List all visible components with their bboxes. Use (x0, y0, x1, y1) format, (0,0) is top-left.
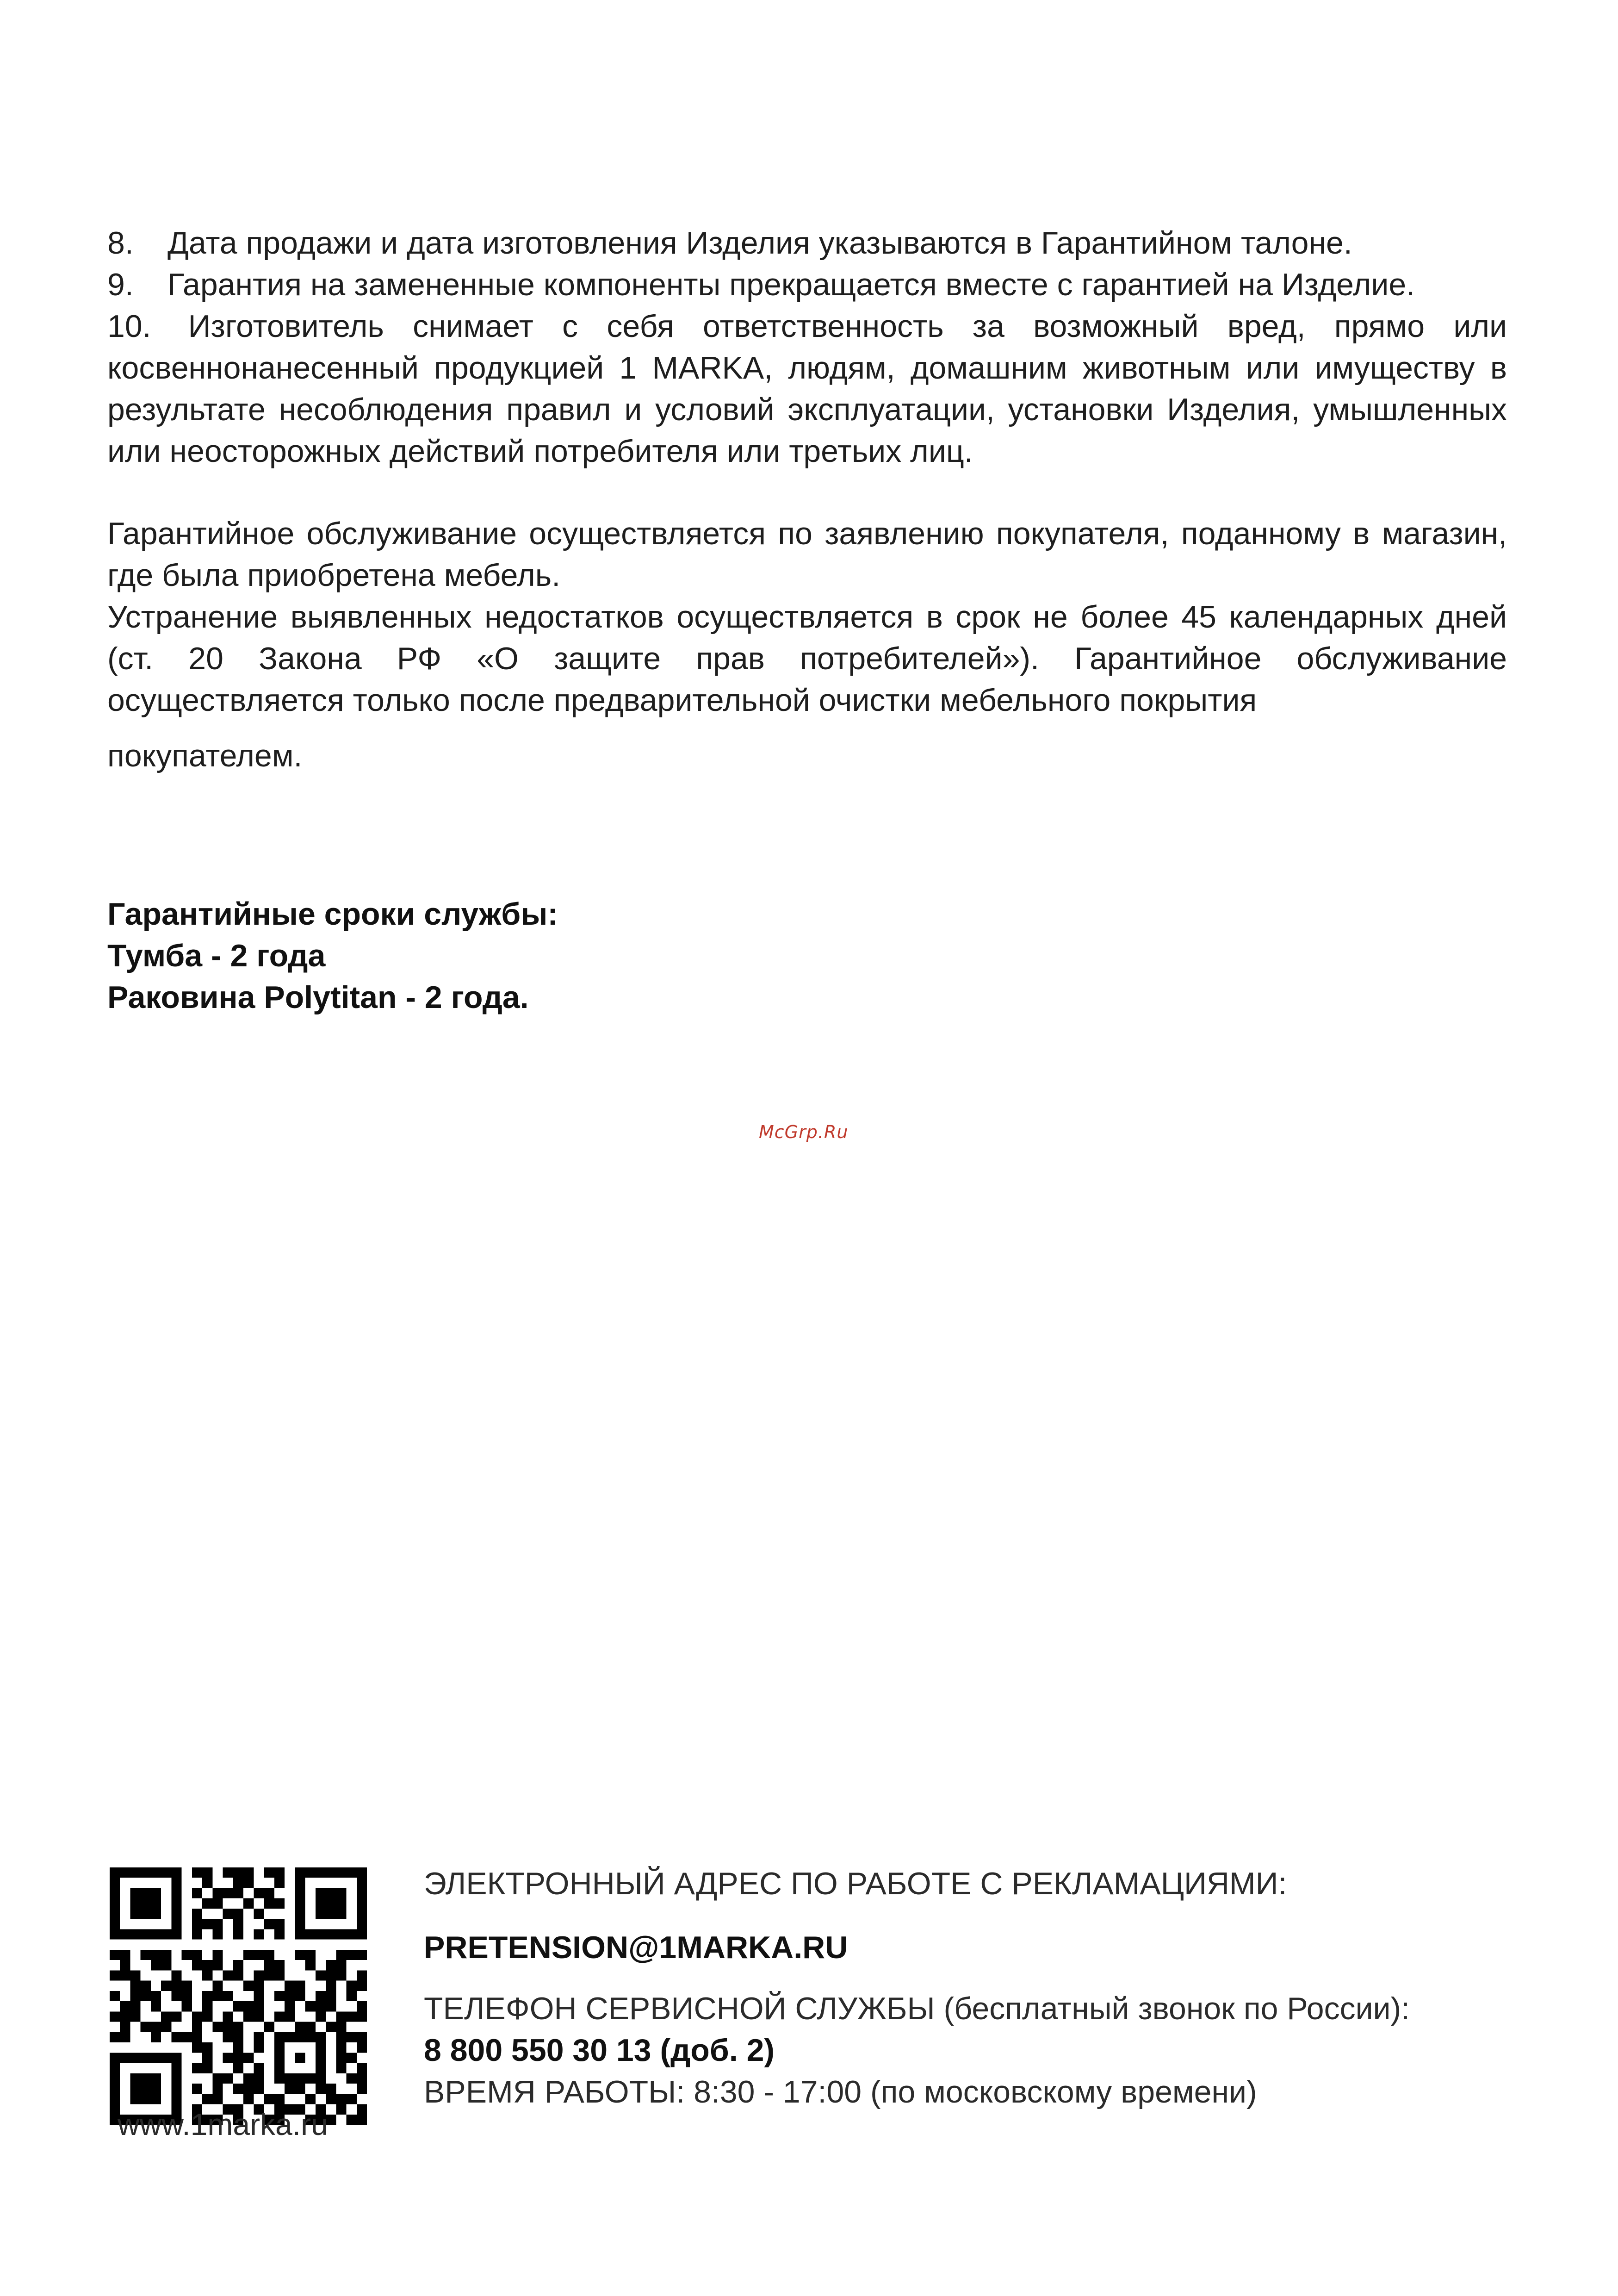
phone-number[interactable]: 8 800 550 30 13 (доб. 2) (424, 2033, 775, 2068)
warranty-terms-list (107, 222, 1507, 472)
contacts-section (424, 1863, 1516, 2113)
qr-code-icon (110, 1867, 367, 2125)
service-paragraph: Гарантийное обслуживание осуществляется по заявлению покупателя, поданному в магазин, где была приобретена мебель. (107, 516, 1507, 593)
email-title: ЭЛЕКТРОННЫЙ АДРЕС ПО РАБОТЕ С РЕКЛАМАЦИЯМИ: (424, 1866, 1287, 1901)
service-section (107, 513, 1507, 777)
service-paragraph-end: покупателем. (107, 738, 303, 773)
watermark: McGrp.Ru (759, 1122, 849, 1142)
list-text: Гарантия на замененные компоненты прекращается вместе с гарантией на Изделие. (167, 267, 1415, 302)
service-paragraph: Устранение выявленных недостатков осуществляется в срок не более 45 календарных дней (ст. 20 Закона РФ «О защите прав потребителей»). Гарантийное обслуживание осуществляется только после предварительной очистки мебельного покрытия (107, 599, 1507, 718)
website-link[interactable]: www.1marka.ru (118, 2107, 328, 2141)
list-number: 10. (107, 309, 151, 344)
service-life-title: Гарантийные сроки службы: (107, 896, 558, 932)
list-text: Дата продажи и дата изготовления Изделия указываются в Гарантийном талоне. (167, 225, 1352, 261)
list-number: 9. (107, 267, 134, 302)
service-life-section (107, 893, 558, 1018)
list-item (107, 305, 1507, 472)
email-link[interactable]: PRETENSION@1MARKA.RU (424, 1930, 848, 1965)
service-life-cabinet: Тумба - 2 года (107, 938, 326, 973)
list-item (107, 222, 1507, 264)
service-life-sink: Раковина Polytitan - 2 года. (107, 980, 529, 1015)
list-number: 8. (107, 225, 134, 261)
list-item (107, 264, 1507, 305)
phone-title: ТЕЛЕФОН СЕРВИСНОЙ СЛУЖБЫ (бесплатный звонок по России): (424, 1991, 1410, 2026)
working-hours: ВРЕМЯ РАБОТЫ: 8:30 - 17:00 (по московскому времени) (424, 2074, 1257, 2109)
list-text: Изготовитель снимает с себя ответственность за возможный вред, прямо или косвеннонанесенный продукцией 1 MARKA, людям, домашним животным или имуществу в результате несоблюдения правил и условий эксплуатации, установки Изделия, умышленных или неосторожных действий потребителя или третьих лиц. (107, 309, 1507, 469)
